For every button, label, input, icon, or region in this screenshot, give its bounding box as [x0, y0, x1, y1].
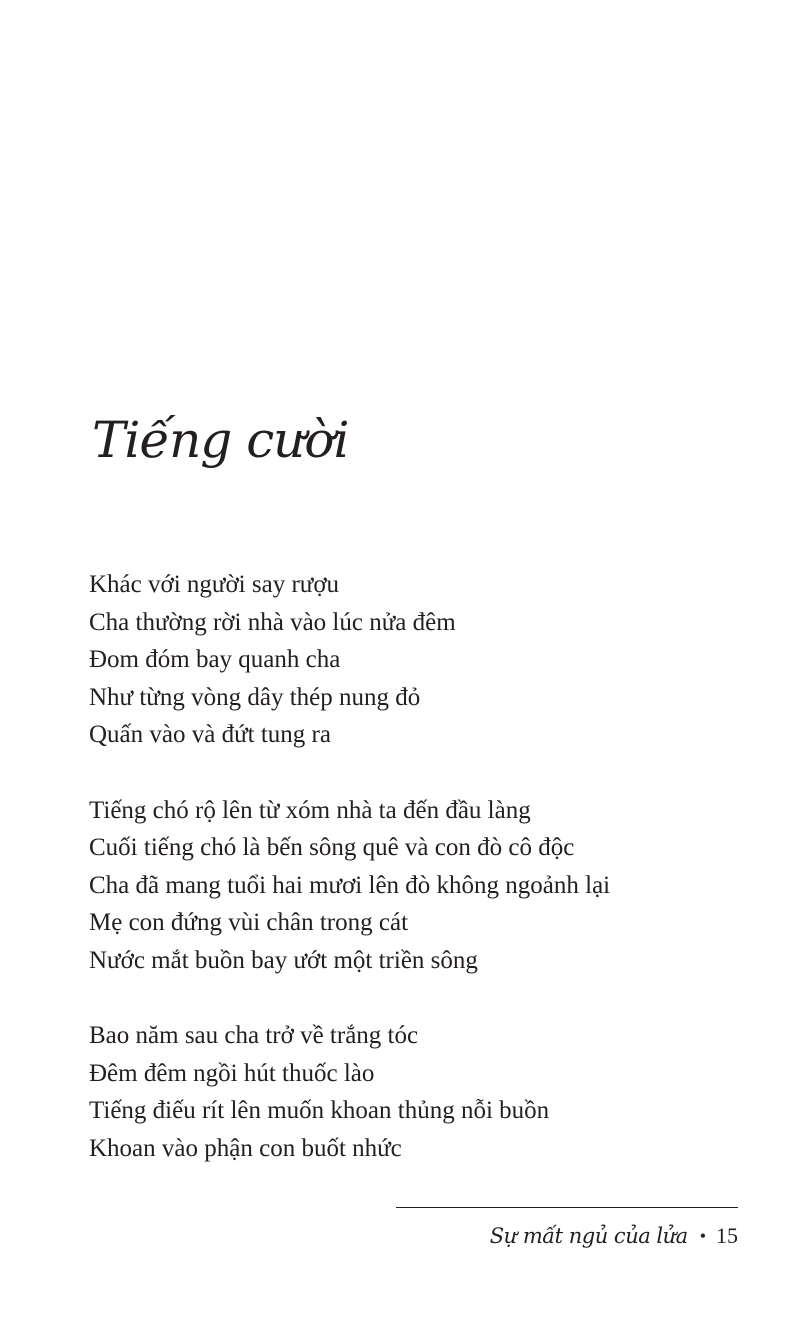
poem-line: Nước mắt buồn bay ướt một triền sông: [89, 946, 478, 974]
book-title: Sự mất ngủ của lửa: [489, 1224, 688, 1248]
poem-body: [89, 566, 749, 1205]
footer-divider: [396, 1207, 738, 1208]
poem-line: Tiếng điếu rít lên muốn khoan thủng nỗi buồn: [89, 1097, 550, 1124]
footer-separator: •: [699, 1225, 706, 1246]
poem-line: Như từng vòng dây thép nung đỏ: [89, 683, 421, 711]
page-number: 15: [716, 1223, 738, 1248]
stanza-2: [89, 792, 749, 980]
poem-line: Tiếng chó rộ lên từ xóm nhà ta đến đầu làng: [89, 796, 531, 824]
poem-line: Cuối tiếng chó là bến sông quê và con đò cô độc: [89, 834, 575, 861]
poem-line: Cha đã mang tuổi hai mươi lên đò không ngoảnh lại: [89, 871, 611, 899]
poem-line: Đom đóm bay quanh cha: [89, 646, 341, 673]
poem-line: Cha thường rời nhà vào lúc nửa đêm: [89, 608, 456, 636]
poem-line: Bao năm sau cha trở về trắng tóc: [89, 1022, 419, 1049]
running-footer: [490, 1218, 738, 1254]
poem-title: Tiếng cười: [92, 411, 349, 469]
poem-line: Khoan vào phận con buốt nhức: [89, 1134, 402, 1162]
stanza-3: [89, 1017, 749, 1167]
stanza-1: [89, 566, 749, 754]
poem-line: Mẹ con đứng vùi chân trong cát: [89, 909, 409, 936]
poem-line: Đêm đêm ngồi hút thuốc lào: [89, 1059, 375, 1087]
poem-line: Khác với người say rượu: [89, 571, 340, 598]
poem-line: Quấn vào và đứt tung ra: [89, 721, 331, 748]
